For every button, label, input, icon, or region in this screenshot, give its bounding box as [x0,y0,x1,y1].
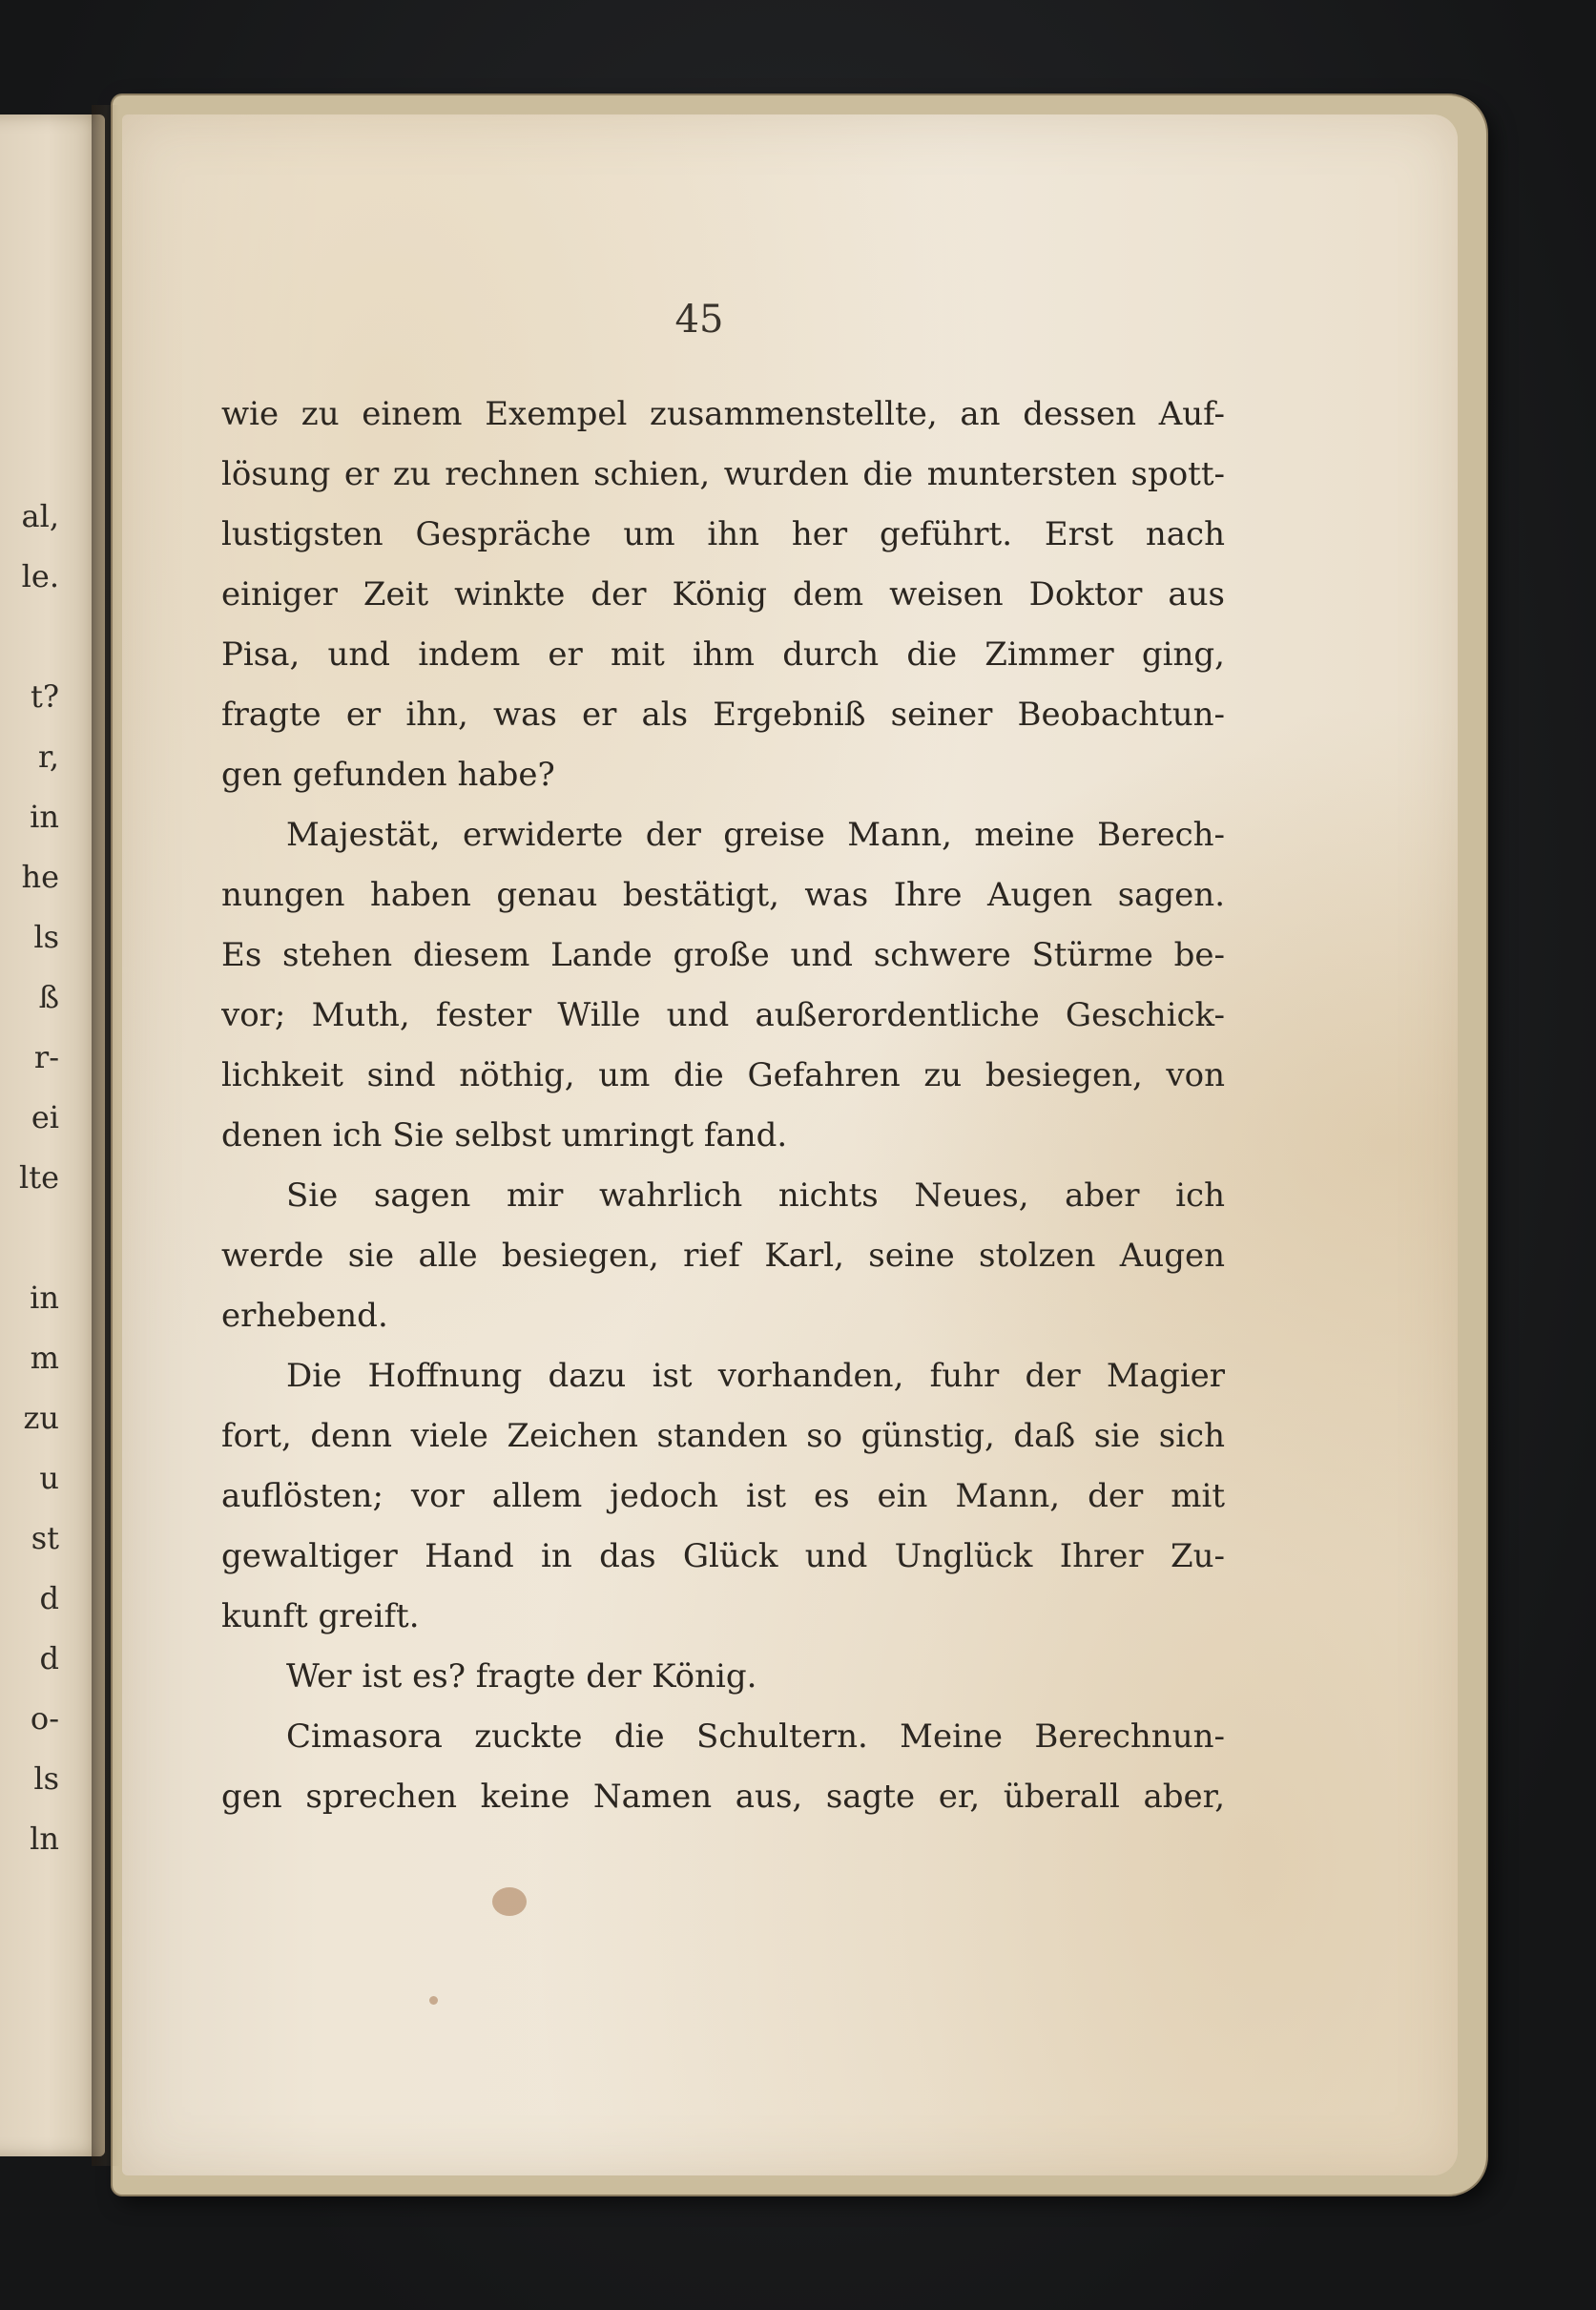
text-line: gewaltiger Hand in das Glück und Unglück Ihrer Zu- [221,1537,1225,1575]
text-block [221,385,1225,1827]
left-page-fragment: r- [33,1039,59,1075]
text-line: einiger Zeit winkte der König dem weisen Doktor aus [221,575,1225,614]
left-page-fragment: ln [30,1821,59,1857]
left-page-fragment: u [39,1460,59,1496]
left-page-fragment: m [30,1340,59,1376]
ink-speck [429,1996,438,2005]
text-line: werde sie alle besiegen, rief Karl, seine stolzen Augen [221,1237,1225,1275]
left-page-fragment: in [30,1280,59,1316]
text-line: denen ich Sie selbst umringt fand. [221,1116,788,1155]
left-page-fragment: lte [18,1159,59,1196]
text-line: Majestät, erwiderte der greise Mann, meine Berech- [286,816,1225,854]
left-page-fragment: r, [38,739,59,775]
text-line: Cimasora zuckte die Schultern. Meine Berechnun- [286,1717,1225,1756]
left-page-fragment: in [30,799,59,835]
book-page [122,114,1458,2175]
text-line: Wer ist es? fragte der König. [286,1657,757,1696]
left-page-fragment: le. [21,558,59,594]
text-line: fragte er ihn, was er als Ergebniß seiner Beobachtun- [221,696,1225,734]
left-page-fragment: ls [33,1760,59,1797]
text-line: gen gefunden habe? [221,756,555,794]
text-line: wie zu einem Exempel zusammenstellte, an dessen Auf- [221,395,1225,433]
left-page-fragment: o- [30,1700,59,1737]
text-line: kunft greift. [221,1597,420,1635]
text-line: nungen haben genau bestätigt, was Ihre Augen sagen. [221,876,1225,914]
text-line: lösung er zu rechnen schien, wurden die muntersten spott- [221,455,1225,493]
left-page-fragment [0,607,59,667]
text-line: fort, denn viele Zeichen standen so günstig, daß sie sich [221,1417,1225,1455]
text-line: erhebend. [221,1297,388,1335]
left-page-fragment: t? [30,678,59,715]
left-page-fragment: d [39,1580,59,1616]
text-line: auflösten; vor allem jedoch ist es ein Mann, der mit [221,1477,1225,1515]
left-facing-page [0,114,105,2156]
left-page-fragment [0,1208,59,1268]
left-page-fragment: st [31,1520,59,1556]
text-line: gen sprechen keine Namen aus, sagte er, überall aber, [221,1778,1225,1816]
ink-spot [492,1887,527,1916]
text-line: vor; Muth, fester Wille und außerordentliche Geschick- [221,996,1225,1034]
left-page-fragment: d [39,1640,59,1676]
left-page-fragment: al, [21,498,59,534]
text-line: Es stehen diesem Lande große und schwere Stürme be- [221,936,1225,974]
gutter-shadow [92,105,120,2166]
text-line: Die Hoffnung dazu ist vorhanden, fuhr der Magier [286,1357,1225,1395]
page-number: 45 [674,298,724,342]
left-page-fragment: ß [38,979,59,1015]
text-line: lustigsten Gespräche um ihn her geführt. Erst nach [221,515,1225,553]
text-line: Pisa, und indem er mit ihm durch die Zimmer ging, [221,635,1225,674]
left-page-fragment: ls [33,919,59,955]
left-page-text-fragments [0,487,67,1869]
left-page-fragment: he [21,859,59,895]
text-line: Sie sagen mir wahrlich nichts Neues, aber ich [286,1176,1225,1215]
left-page-fragment: ei [31,1099,59,1135]
left-page-fragment: zu [23,1400,59,1436]
text-line: lichkeit sind nöthig, um die Gefahren zu besiegen, von [221,1056,1225,1094]
